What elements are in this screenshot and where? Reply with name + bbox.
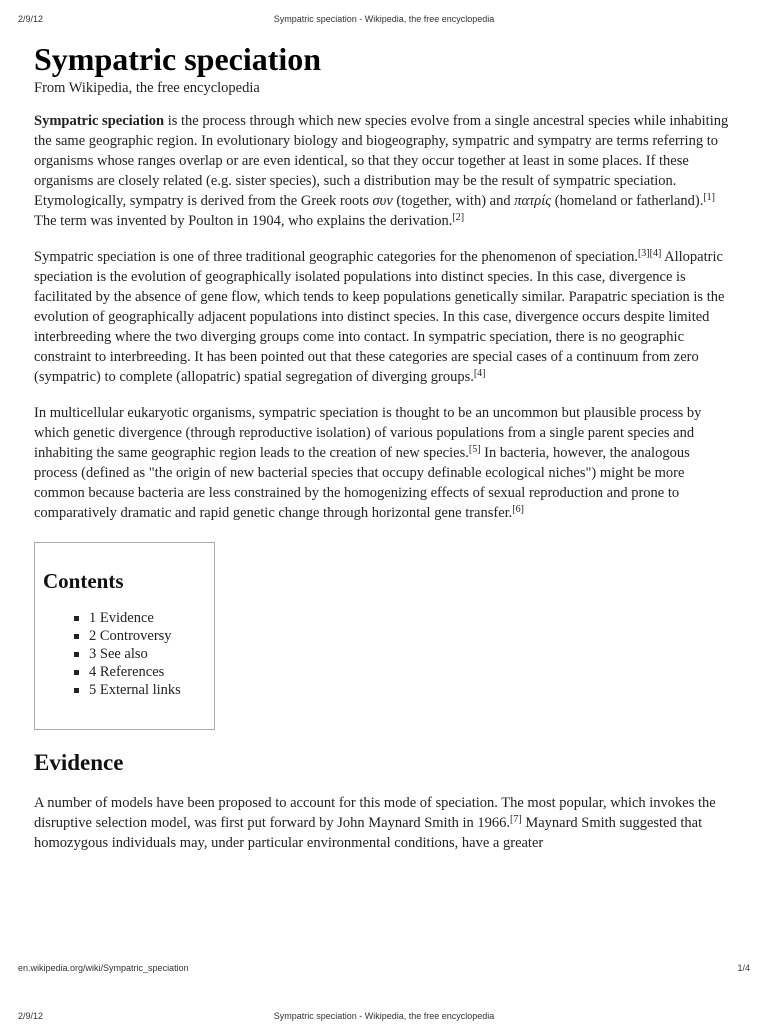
intro-1-text-a: is the process through which new species evolve from a single ancestral species while inhabiting the same geographic region. In evolutionary biology and biogeography, sympatric and sympatry are terms referring to organisms whose ranges overlap or are even identical, so that they occur together at least in some places. If these organisms are closely related (e.g. sister species), such a distribution may be the result of sympatric speciation. Etymologically, sympatry is derived from the Greek roots [34, 113, 729, 209]
greek-word-patris: πατρίς [514, 193, 552, 209]
toc-item-evidence [89, 609, 206, 627]
toc-item-see-also [89, 645, 206, 663]
bullet-icon [74, 634, 79, 639]
print-date: 2/9/12 [18, 1011, 44, 1021]
intro-2-text-a: Sympatric speciation is one of three traditional geographic categories for the phenomenon of speciation. [34, 249, 638, 265]
citation-link[interactable]: [4] [473, 368, 486, 379]
citation-link[interactable]: [1] [703, 192, 716, 203]
toc-item-references [89, 663, 206, 681]
citation-link[interactable]: [2] [452, 212, 465, 223]
print-doc-title: Sympatric speciation - Wikipedia, the free encyclopedia [273, 1011, 495, 1021]
toc-title: Contents [43, 569, 124, 593]
intro-3-text-a: In multicellular eukaryotic organisms, sympatric speciation is thought to be an uncommon but plausible process by which genetic divergence (through reproductive isolation) of various populations from a single parent species and inhabiting the same geographic region leads to the creation of new species. [34, 405, 702, 461]
intro-2-text-b: Allopatric speciation is the evolution of geographically isolated populations into distinct species. In this case, divergence is facilitated by the absence of gene flow, which tends to keep populations genetically similar. Parapatric speciation is the evolution of geographically adjacent populations into distinct species. In this case, divergence occurs despite limited interbreeding where the two diverging groups come into contact. In sympatric speciation, there is no geographic constraint to interbreeding. It has been pointed out that these categories are special cases of a continuum from zero (sympatric) to complete (allopatric) spatial segregation of diverging groups. [34, 249, 725, 385]
evidence-1-text-b: Maynard Smith suggested that homozygous individuals may, under particular environmental conditions, have a greater [34, 815, 703, 851]
citation-link[interactable]: [6] [512, 504, 524, 515]
toc-link-evidence[interactable]: 1 Evidence [89, 610, 154, 626]
intro-1-text-b: (together, with) and [392, 193, 515, 209]
intro-paragraph-3 [34, 403, 734, 523]
article-content [34, 40, 734, 853]
intro-1-text-d: The term was invented by Poulton in 1904, who explains the derivation. [34, 213, 453, 229]
print-date: 2/9/12 [18, 14, 44, 24]
toc-list [43, 609, 206, 699]
toc-item-external-links [89, 681, 206, 699]
intro-1-text-c: (homeland or fatherland). [551, 193, 704, 209]
citation-link[interactable]: [5] [468, 444, 481, 455]
print-header-next-page [0, 1011, 768, 1025]
bullet-icon [74, 688, 79, 693]
evidence-paragraph-1 [34, 793, 734, 853]
intro-paragraph-1 [34, 111, 734, 231]
bold-term: Sympatric speciation [34, 113, 165, 129]
toc-link-see-also[interactable]: 3 See also [89, 646, 148, 662]
bullet-icon [74, 670, 79, 675]
toc-item-controversy [89, 627, 206, 645]
toc-link-references[interactable]: 4 References [89, 664, 165, 680]
toc-link-controversy[interactable]: 2 Controversy [89, 628, 172, 644]
bullet-icon [74, 652, 79, 657]
intro-3-text-b: In bacteria, however, the analogous process (defined as "the origin of new bacterial species that occupy definable ecological niches") might be more common because bacteria are less constrained by the homogenizing effects of sexual reproduction and prone to comparatively dramatic and rapid genetic change through horizontal gene transfer. [34, 445, 690, 521]
greek-word-syn: συν [372, 193, 393, 209]
evidence-1-text-a: A number of models have been proposed to account for this mode of speciation. The most popular, which invokes the disruptive selection model, was first put forward by John Maynard Smith in 1966. [34, 795, 716, 831]
page-title: Sympatric speciation [34, 41, 322, 77]
section-heading-evidence: Evidence [34, 750, 124, 775]
intro-paragraph-2 [34, 247, 734, 387]
citation-link[interactable]: [3][4] [637, 248, 662, 259]
print-footer [0, 963, 768, 977]
print-doc-title: Sympatric speciation - Wikipedia, the free encyclopedia [273, 14, 495, 24]
bullet-icon [74, 616, 79, 621]
citation-link[interactable]: [7] [510, 814, 522, 825]
table-of-contents [34, 542, 215, 730]
print-header [0, 14, 768, 28]
toc-link-external-links[interactable]: 5 External links [89, 682, 181, 698]
print-url: en.wikipedia.org/wiki/Sympatric_speciation [18, 963, 189, 973]
print-page-number: 1/4 [737, 963, 750, 973]
site-tagline: From Wikipedia, the free encyclopedia [34, 80, 260, 96]
